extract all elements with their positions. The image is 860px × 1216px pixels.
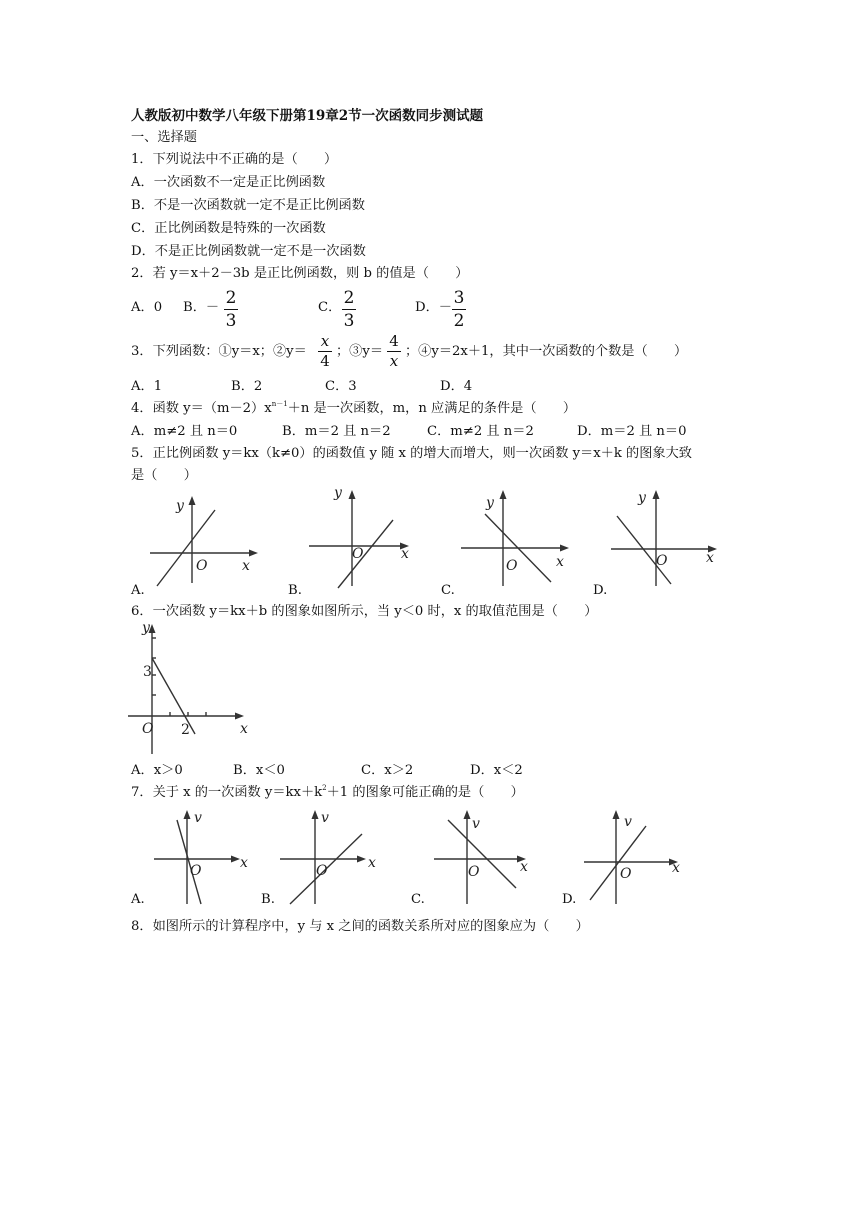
origin-label: O	[190, 863, 202, 879]
origin-label: O	[352, 546, 364, 562]
fraction-denominator: 2	[453, 311, 465, 331]
x-axis-arrow	[357, 856, 366, 863]
origin-label: O	[656, 553, 668, 569]
q5-option-b-label: B.	[288, 583, 302, 598]
function-line	[617, 516, 671, 584]
q2-option-d-prefix: D．－	[415, 300, 452, 315]
x-axis-label: x	[240, 855, 248, 871]
q6-graph	[128, 616, 258, 758]
q7-stem	[131, 784, 524, 803]
y-axis-label: v	[472, 816, 480, 832]
y-axis-arrow	[184, 810, 191, 819]
fraction-numerator: 3	[453, 288, 465, 308]
y-axis-label: y	[334, 485, 342, 501]
q7-option-d-label: D.	[562, 892, 577, 907]
q6-option-c: C．x＞2	[361, 763, 414, 778]
y-axis-label: v	[194, 810, 202, 826]
q7-stem-part1: 7．关于 x 的一次函数 y＝kx＋k	[131, 785, 323, 800]
q7-option-c-label: C.	[411, 892, 425, 907]
q4-stem-part2: ＋n 是一次函数，m，n 应满足的条件是（ ）	[287, 401, 577, 416]
origin-label: O	[142, 721, 154, 737]
q5-stem-line2: 是（ ）	[131, 468, 197, 483]
q8-stem: 8．如图所示的计算程序中，y 与 x 之间的函数关系所对应的图象应为（ ）	[131, 919, 589, 934]
x-axis-label: x	[401, 546, 409, 562]
q4-option-b: B．m＝2 且 n＝2	[282, 424, 391, 439]
q5-graph-a	[130, 488, 270, 588]
q2-option-c-fraction	[342, 287, 356, 332]
y-axis-arrow	[653, 490, 660, 499]
origin-label: O	[316, 863, 328, 879]
q2-option-b-prefix: B．－	[183, 300, 220, 315]
x-axis-label: x	[368, 855, 376, 871]
fraction-denominator: 3	[225, 311, 237, 331]
fraction-numerator: 2	[225, 288, 237, 308]
x-intercept-label: 2	[181, 722, 190, 738]
y-axis-arrow	[613, 810, 620, 819]
fraction-numerator: 4	[389, 332, 399, 350]
q5-graph-b	[305, 480, 425, 590]
q7-graph-c	[430, 804, 540, 904]
q4-exponent: n－1	[271, 400, 288, 408]
fraction-denominator: 3	[343, 311, 355, 331]
q5-graph-c	[455, 480, 580, 590]
q3-fraction-2	[387, 332, 401, 371]
y-axis-arrow	[349, 490, 356, 499]
page-title: 人教版初中数学八年级下册第19章2节一次函数同步测试题	[131, 108, 484, 124]
q5-stem-line1: 5．正比例函数 y＝kx（k≠0）的函数值 y 随 x 的增大而增大，则一次函数 y＝x＋k 的图象大致	[131, 446, 692, 461]
fraction-numerator: x	[320, 332, 330, 350]
y-axis-label: v	[321, 810, 329, 826]
function-line	[338, 520, 393, 588]
y-intercept-label: 3	[143, 664, 152, 680]
y-axis-arrow	[312, 810, 319, 819]
q4-option-d: D．m＝2 且 n＝0	[577, 424, 687, 439]
q3-option-b: B．2	[231, 379, 263, 394]
q1-option-d: D．不是正比例函数就一定不是一次函数	[131, 244, 366, 259]
q3-fraction-1	[318, 332, 332, 371]
q5-option-d-label: D.	[593, 583, 608, 598]
x-axis-label: x	[520, 859, 528, 875]
q7-graph-a	[150, 804, 260, 904]
q6-option-d: D．x＜2	[470, 763, 523, 778]
q7-option-b-label: B.	[261, 892, 275, 907]
x-axis-label: x	[242, 558, 250, 574]
q2-stem: 2．若 y＝x＋2－3b 是正比例函数，则 b 的值是（ ）	[131, 266, 469, 281]
y-axis-label: y	[142, 620, 150, 636]
q5-graph-d	[605, 480, 735, 590]
q7-graph-b	[278, 804, 388, 904]
q1-stem: 1．下列说法中不正确的是（ ）	[131, 152, 338, 167]
q7-option-a-label: A.	[131, 892, 145, 907]
q6-stem: 6．一次函数 y＝kx＋b 的图象如图所示，当 y＜0 时，x 的取值范围是（ ）	[131, 604, 598, 619]
x-axis-arrow	[249, 550, 258, 557]
fraction-denominator: x	[389, 352, 399, 370]
fraction-numerator: 2	[343, 288, 355, 308]
function-line	[157, 510, 215, 586]
origin-label: O	[506, 558, 518, 574]
q1-option-b: B．不是一次函数就一定不是正比例函数	[131, 198, 365, 213]
q2-option-b-fraction	[224, 287, 238, 332]
function-line	[177, 820, 201, 904]
x-axis-label: x	[556, 554, 564, 570]
q3-option-d: D．4	[440, 379, 473, 394]
origin-label: O	[468, 864, 480, 880]
function-line	[448, 820, 516, 888]
q4-option-c: C．m≠2 且 n＝2	[427, 424, 534, 439]
y-axis-arrow	[189, 496, 196, 505]
q7-stem-part2: ＋1 的图象可能正确的是（ ）	[326, 785, 524, 800]
q6-option-a: A．x＞0	[131, 763, 183, 778]
q2-option-c-prefix: C．	[318, 300, 342, 315]
q3-option-c: C．3	[325, 379, 357, 394]
q1-option-a: A．一次函数不一定是正比例函数	[131, 175, 326, 190]
fraction-denominator: 4	[320, 352, 330, 370]
x-axis-arrow	[235, 713, 244, 720]
q3-option-a: A．1	[131, 379, 163, 394]
y-axis-arrow	[500, 490, 507, 499]
q1-option-c: C．正比例函数是特殊的一次函数	[131, 221, 326, 236]
q6-option-b: B．x＜0	[233, 763, 285, 778]
y-axis-label: y	[486, 495, 494, 511]
q4-stem-part1: 4．函数 y＝（m－2）x	[131, 401, 272, 416]
q3-stem-part1: 3．下列函数：①y＝x；②y＝	[131, 344, 307, 359]
q5-option-a-label: A.	[131, 583, 145, 598]
q4-stem	[131, 400, 576, 419]
x-axis-label: x	[672, 860, 680, 876]
origin-label: O	[196, 558, 208, 574]
x-axis-arrow	[560, 545, 569, 552]
y-axis-label: y	[176, 498, 184, 514]
y-axis-arrow	[464, 810, 471, 819]
x-axis-label: x	[240, 721, 248, 737]
y-axis-label: y	[638, 490, 646, 506]
origin-label: O	[620, 866, 632, 882]
q7-exponent: 2	[322, 784, 327, 792]
q3-stem-part2: ；③y＝	[336, 344, 384, 359]
x-axis-arrow	[231, 856, 240, 863]
y-axis-label: v	[624, 814, 632, 830]
q3-stem-part3: ；④y＝2x＋1，其中一次函数的个数是（ ）	[405, 344, 688, 359]
section-heading: 一、选择题	[131, 130, 197, 145]
q4-option-a: A．m≠2 且 n＝0	[131, 424, 238, 439]
q5-option-c-label: C.	[441, 583, 455, 598]
q7-graph-d	[580, 804, 690, 904]
function-line	[590, 826, 646, 900]
q2-option-d-fraction	[452, 287, 466, 332]
x-axis-label: x	[706, 550, 714, 566]
q2-option-a: A．0	[131, 300, 163, 315]
